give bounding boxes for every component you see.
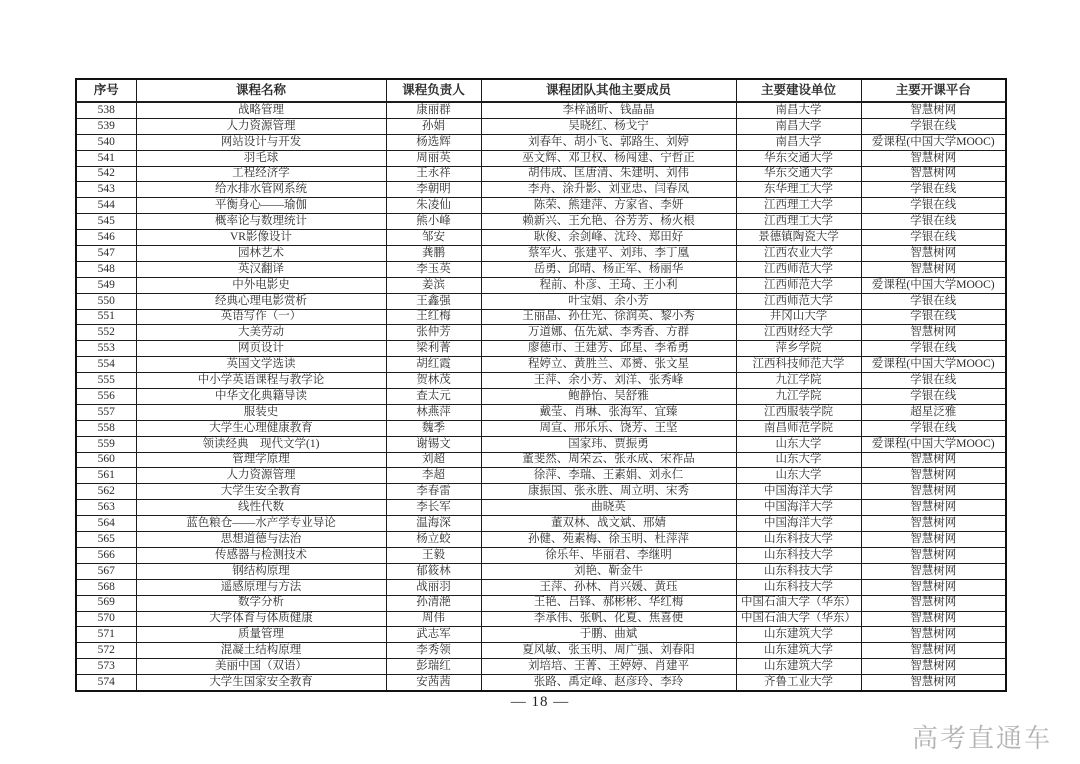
cell-team: 蔡军火、张建平、刘玮、李丁凰 <box>481 246 736 262</box>
cell-course-name: 英语写作（一） <box>136 309 386 325</box>
cell-leader: 温海深 <box>386 516 481 532</box>
cell-team: 赖新兴、王允艳、谷芳芳、杨火根 <box>481 214 736 230</box>
cell-platform: 智慧树网 <box>861 532 1006 548</box>
watermark: 高考直通车 <box>911 724 1052 753</box>
cell-platform: 爱课程(中国大学MOOC) <box>861 357 1006 373</box>
cell-leader: 杨选辉 <box>386 134 481 150</box>
cell-university: 萍乡学院 <box>736 341 861 357</box>
cell-index: 554 <box>76 357 136 373</box>
table-row <box>76 246 1006 262</box>
cell-index: 558 <box>76 420 136 436</box>
cell-university: 江西理工大学 <box>736 214 861 230</box>
header-leader: 课程负责人 <box>386 79 481 102</box>
table-row <box>76 484 1006 500</box>
cell-platform: 学银在线 <box>861 293 1006 309</box>
cell-index: 552 <box>76 325 136 341</box>
cell-university: 江西师范大学 <box>736 293 861 309</box>
table-row <box>76 595 1006 611</box>
cell-platform: 智慧树网 <box>861 563 1006 579</box>
cell-platform: 智慧树网 <box>861 261 1006 277</box>
cell-team: 周宣、邢乐乐、饶芳、王坚 <box>481 420 736 436</box>
cell-course-name: 大学生安全教育 <box>136 484 386 500</box>
cell-platform: 智慧树网 <box>861 246 1006 262</box>
cell-team: 李梓涵昕、钱晶晶 <box>481 102 736 118</box>
cell-team: 刘春年、胡小飞、郭路生、刘婷 <box>481 134 736 150</box>
cell-index: 566 <box>76 547 136 563</box>
cell-course-name: 大学生心理健康教育 <box>136 420 386 436</box>
cell-university: 中国海洋大学 <box>736 484 861 500</box>
cell-platform: 智慧树网 <box>861 452 1006 468</box>
cell-index: 559 <box>76 436 136 452</box>
cell-course-name: 数学分析 <box>136 595 386 611</box>
cell-leader: 李长军 <box>386 500 481 516</box>
cell-platform: 智慧树网 <box>861 102 1006 118</box>
cell-platform: 学银在线 <box>861 309 1006 325</box>
cell-index: 557 <box>76 404 136 420</box>
cell-platform: 智慧树网 <box>861 659 1006 675</box>
cell-index: 546 <box>76 230 136 246</box>
header-index: 序号 <box>76 79 136 102</box>
table-row <box>76 420 1006 436</box>
cell-team: 康振国、张永胜、周立明、宋秀 <box>481 484 736 500</box>
cell-index: 543 <box>76 182 136 198</box>
cell-index: 568 <box>76 579 136 595</box>
cell-index: 573 <box>76 659 136 675</box>
cell-university: 九江学院 <box>736 373 861 389</box>
table-row <box>76 325 1006 341</box>
table-row <box>76 134 1006 150</box>
cell-course-name: 平衡身心——瑜伽 <box>136 198 386 214</box>
cell-team: 夏风敏、张玉明、周广强、刘春阳 <box>481 643 736 659</box>
cell-leader: 李朝明 <box>386 182 481 198</box>
cell-course-name: 传感器与检测技术 <box>136 547 386 563</box>
cell-platform: 智慧树网 <box>861 579 1006 595</box>
cell-team: 万道娜、伍先斌、李秀香、方群 <box>481 325 736 341</box>
cell-team: 国家玮、贾振勇 <box>481 436 736 452</box>
table-row <box>76 214 1006 230</box>
table-header <box>76 79 1006 102</box>
cell-index: 567 <box>76 563 136 579</box>
cell-index: 574 <box>76 675 136 691</box>
cell-platform: 智慧树网 <box>861 484 1006 500</box>
cell-platform: 智慧树网 <box>861 468 1006 484</box>
cell-platform: 智慧树网 <box>861 547 1006 563</box>
cell-course-name: 混凝土结构原理 <box>136 643 386 659</box>
table-row <box>76 293 1006 309</box>
cell-course-name: 战略管理 <box>136 102 386 118</box>
cell-platform: 学银在线 <box>861 182 1006 198</box>
cell-university: 江西师范大学 <box>736 277 861 293</box>
cell-university: 南昌大学 <box>736 102 861 118</box>
cell-leader: 周伟 <box>386 611 481 627</box>
table-row <box>76 436 1006 452</box>
cell-leader: 李超 <box>386 468 481 484</box>
table-row <box>76 500 1006 516</box>
cell-course-name: 人力资源管理 <box>136 118 386 134</box>
cell-leader: 张仲芳 <box>386 325 481 341</box>
cell-university: 山东科技大学 <box>736 532 861 548</box>
cell-course-name: 质量管理 <box>136 627 386 643</box>
page-number: — 18 — <box>510 694 570 710</box>
cell-team: 巫文辉、邓卫权、杨闯建、宁哲正 <box>481 150 736 166</box>
cell-university: 江西科技师范大学 <box>736 357 861 373</box>
cell-leader: 谢锡文 <box>386 436 481 452</box>
cell-university: 中国石油大学（华东） <box>736 595 861 611</box>
cell-leader: 杨立蛟 <box>386 532 481 548</box>
cell-course-name: 园林艺术 <box>136 246 386 262</box>
table-row <box>76 166 1006 182</box>
cell-leader: 李秀领 <box>386 643 481 659</box>
table-body <box>76 102 1006 691</box>
cell-course-name: 概率论与数理统计 <box>136 214 386 230</box>
cell-leader: 胡红霞 <box>386 357 481 373</box>
cell-course-name: 钢结构原理 <box>136 563 386 579</box>
cell-team: 刘艳、靳金牛 <box>481 563 736 579</box>
cell-course-name: 英国文学选读 <box>136 357 386 373</box>
cell-course-name: 遥感原理与方法 <box>136 579 386 595</box>
cell-leader: 梁利菁 <box>386 341 481 357</box>
cell-course-name: 中外电影史 <box>136 277 386 293</box>
cell-course-name: VR影像设计 <box>136 230 386 246</box>
cell-team: 程前、朴彦、王琦、王小利 <box>481 277 736 293</box>
cell-platform: 超星泛雅 <box>861 404 1006 420</box>
header-university: 主要建设单位 <box>736 79 861 102</box>
cell-leader: 孙清滟 <box>386 595 481 611</box>
cell-platform: 智慧树网 <box>861 627 1006 643</box>
header-row <box>76 79 1006 102</box>
cell-leader: 查太元 <box>386 389 481 405</box>
table-row <box>76 611 1006 627</box>
table-row <box>76 341 1006 357</box>
cell-leader: 郁筱林 <box>386 563 481 579</box>
cell-university: 山东科技大学 <box>736 563 861 579</box>
cell-university: 南昌大学 <box>736 118 861 134</box>
table-row <box>76 118 1006 134</box>
cell-index: 550 <box>76 293 136 309</box>
table-row <box>76 404 1006 420</box>
cell-leader: 龚鹏 <box>386 246 481 262</box>
cell-team: 陈荣、熊建萍、方家省、李妍 <box>481 198 736 214</box>
cell-leader: 王鑫强 <box>386 293 481 309</box>
cell-leader: 彭瑞红 <box>386 659 481 675</box>
cell-platform: 学银在线 <box>861 198 1006 214</box>
cell-platform: 学银在线 <box>861 420 1006 436</box>
cell-platform: 智慧树网 <box>861 150 1006 166</box>
table-row <box>76 389 1006 405</box>
cell-leader: 王永祥 <box>386 166 481 182</box>
cell-team: 廖德市、王建芳、邱星、李希勇 <box>481 341 736 357</box>
table-row <box>76 373 1006 389</box>
cell-team: 王萍、孙林、肖兴媛、黄珏 <box>481 579 736 595</box>
table-row <box>76 516 1006 532</box>
cell-index: 548 <box>76 261 136 277</box>
cell-index: 569 <box>76 595 136 611</box>
table-row <box>76 357 1006 373</box>
cell-team: 岳勇、邱晴、杨正军、杨丽华 <box>481 261 736 277</box>
cell-index: 545 <box>76 214 136 230</box>
cell-team: 王萍、余小芳、刘洋、张秀峰 <box>481 373 736 389</box>
table-row <box>76 579 1006 595</box>
cell-platform: 爱课程(中国大学MOOC) <box>861 277 1006 293</box>
cell-platform: 智慧树网 <box>861 611 1006 627</box>
cell-university: 九江学院 <box>736 389 861 405</box>
table-row <box>76 198 1006 214</box>
cell-university: 东华理工大学 <box>736 182 861 198</box>
cell-leader: 周丽英 <box>386 150 481 166</box>
table-row <box>76 468 1006 484</box>
cell-team: 李舟、涂升影、刘亚忠、闫春凤 <box>481 182 736 198</box>
cell-team: 徐萍、李瑞、王素娟、刘永仁 <box>481 468 736 484</box>
cell-university: 江西服装学院 <box>736 404 861 420</box>
cell-university: 山东科技大学 <box>736 547 861 563</box>
cell-university: 山东大学 <box>736 436 861 452</box>
table-row <box>76 230 1006 246</box>
cell-course-name: 网站设计与开发 <box>136 134 386 150</box>
cell-index: 547 <box>76 246 136 262</box>
cell-course-name: 思想道德与法治 <box>136 532 386 548</box>
table-row <box>76 309 1006 325</box>
cell-leader: 朱凌仙 <box>386 198 481 214</box>
header-platform: 主要开课平台 <box>861 79 1006 102</box>
cell-university: 江西理工大学 <box>736 198 861 214</box>
cell-course-name: 网页设计 <box>136 341 386 357</box>
cell-leader: 贺林茂 <box>386 373 481 389</box>
cell-course-name: 大美劳动 <box>136 325 386 341</box>
cell-course-name: 蓝色粮仓——水产学专业导论 <box>136 516 386 532</box>
cell-university: 齐鲁工业大学 <box>736 675 861 691</box>
cell-university: 南昌大学 <box>736 134 861 150</box>
cell-index: 565 <box>76 532 136 548</box>
table-row <box>76 277 1006 293</box>
cell-university: 山东大学 <box>736 452 861 468</box>
cell-team: 李承伟、张帆、化夏、焦喜便 <box>481 611 736 627</box>
cell-platform: 智慧树网 <box>861 595 1006 611</box>
cell-university: 山东建筑大学 <box>736 627 861 643</box>
cell-index: 563 <box>76 500 136 516</box>
cell-platform: 学银在线 <box>861 341 1006 357</box>
cell-university: 井冈山大学 <box>736 309 861 325</box>
cell-index: 572 <box>76 643 136 659</box>
cell-index: 549 <box>76 277 136 293</box>
header-course-name: 课程名称 <box>136 79 386 102</box>
cell-team: 叶宝娟、余小芳 <box>481 293 736 309</box>
cell-index: 544 <box>76 198 136 214</box>
cell-team: 吴晓红、杨戈宁 <box>481 118 736 134</box>
cell-team: 胡伟成、匡唐清、朱建明、刘伟 <box>481 166 736 182</box>
cell-leader: 孙娟 <box>386 118 481 134</box>
cell-team: 曲晓英 <box>481 500 736 516</box>
cell-course-name: 人力资源管理 <box>136 468 386 484</box>
cell-team: 鲍静怡、吴舒雅 <box>481 389 736 405</box>
cell-team: 董斐然、周荣云、张永成、宋祚品 <box>481 452 736 468</box>
cell-leader: 邹安 <box>386 230 481 246</box>
cell-leader: 战丽羽 <box>386 579 481 595</box>
cell-index: 560 <box>76 452 136 468</box>
cell-course-name: 中华文化典籍导读 <box>136 389 386 405</box>
cell-platform: 学银在线 <box>861 389 1006 405</box>
cell-university: 山东大学 <box>736 468 861 484</box>
cell-university: 中国海洋大学 <box>736 500 861 516</box>
cell-course-name: 线性代数 <box>136 500 386 516</box>
table-row <box>76 659 1006 675</box>
cell-course-name: 大学生国家安全教育 <box>136 675 386 691</box>
cell-university: 江西师范大学 <box>736 261 861 277</box>
cell-leader: 林燕萍 <box>386 404 481 420</box>
cell-index: 541 <box>76 150 136 166</box>
cell-course-name: 羽毛球 <box>136 150 386 166</box>
table-row <box>76 627 1006 643</box>
table-row <box>76 547 1006 563</box>
table-row <box>76 643 1006 659</box>
cell-course-name: 经典心理电影赏析 <box>136 293 386 309</box>
cell-team: 徐乐年、毕丽君、李继明 <box>481 547 736 563</box>
cell-university: 山东建筑大学 <box>736 659 861 675</box>
cell-university: 华东交通大学 <box>736 150 861 166</box>
cell-index: 562 <box>76 484 136 500</box>
cell-team: 张路、禹定峰、赵彦玲、李玲 <box>481 675 736 691</box>
table-row <box>76 563 1006 579</box>
header-team: 课程团队其他主要成员 <box>481 79 736 102</box>
cell-course-name: 工程经济学 <box>136 166 386 182</box>
cell-course-name: 大学体育与体质健康 <box>136 611 386 627</box>
cell-university: 景德镇陶瓷大学 <box>736 230 861 246</box>
cell-platform: 学银在线 <box>861 118 1006 134</box>
cell-index: 571 <box>76 627 136 643</box>
cell-platform: 智慧树网 <box>861 166 1006 182</box>
cell-course-name: 英汉翻译 <box>136 261 386 277</box>
cell-index: 540 <box>76 134 136 150</box>
cell-university: 山东建筑大学 <box>736 643 861 659</box>
cell-course-name: 服装史 <box>136 404 386 420</box>
cell-platform: 学银在线 <box>861 214 1006 230</box>
cell-leader: 安茜茜 <box>386 675 481 691</box>
cell-platform: 爱课程(中国大学MOOC) <box>861 436 1006 452</box>
table-row <box>76 675 1006 691</box>
cell-index: 564 <box>76 516 136 532</box>
cell-university: 江西财经大学 <box>736 325 861 341</box>
table-row <box>76 261 1006 277</box>
cell-platform: 学银在线 <box>861 373 1006 389</box>
cell-index: 570 <box>76 611 136 627</box>
cell-leader: 李玉英 <box>386 261 481 277</box>
cell-leader: 李春雷 <box>386 484 481 500</box>
cell-platform: 爱课程(中国大学MOOC) <box>861 134 1006 150</box>
cell-platform: 学银在线 <box>861 230 1006 246</box>
cell-index: 555 <box>76 373 136 389</box>
cell-course-name: 美丽中国（双语） <box>136 659 386 675</box>
cell-university: 中国石油大学（华东） <box>736 611 861 627</box>
cell-team: 耿俊、余剑峰、沈玲、郑田好 <box>481 230 736 246</box>
cell-platform: 智慧树网 <box>861 325 1006 341</box>
table-row <box>76 182 1006 198</box>
cell-course-name: 管理学原理 <box>136 452 386 468</box>
table-row <box>76 532 1006 548</box>
cell-university: 南昌师范学院 <box>736 420 861 436</box>
cell-leader: 熊小峰 <box>386 214 481 230</box>
cell-platform: 智慧树网 <box>861 516 1006 532</box>
cell-team: 程婷立、黄胜兰、邓赟、张文星 <box>481 357 736 373</box>
cell-university: 中国海洋大学 <box>736 516 861 532</box>
course-table <box>75 78 1007 692</box>
cell-team: 王丽晶、孙仕光、徐润英、黎小秀 <box>481 309 736 325</box>
cell-team: 刘培培、王菁、王婷婷、肖建平 <box>481 659 736 675</box>
cell-university: 山东科技大学 <box>736 579 861 595</box>
cell-course-name: 领读经典 现代文学(1) <box>136 436 386 452</box>
table-row <box>76 102 1006 118</box>
cell-index: 539 <box>76 118 136 134</box>
cell-university: 华东交通大学 <box>736 166 861 182</box>
cell-index: 556 <box>76 389 136 405</box>
cell-team: 于鹏、曲斌 <box>481 627 736 643</box>
cell-team: 王艳、吕锋、郝彬彬、华红梅 <box>481 595 736 611</box>
cell-leader: 康丽群 <box>386 102 481 118</box>
cell-index: 551 <box>76 309 136 325</box>
cell-platform: 智慧树网 <box>861 643 1006 659</box>
cell-university: 江西农业大学 <box>736 246 861 262</box>
cell-index: 561 <box>76 468 136 484</box>
cell-leader: 魏季 <box>386 420 481 436</box>
table-row <box>76 452 1006 468</box>
cell-course-name: 中小学英语课程与教学论 <box>136 373 386 389</box>
cell-team: 董双林、战文斌、邢婧 <box>481 516 736 532</box>
cell-leader: 武志军 <box>386 627 481 643</box>
cell-platform: 智慧树网 <box>861 500 1006 516</box>
cell-index: 553 <box>76 341 136 357</box>
cell-leader: 王毅 <box>386 547 481 563</box>
cell-course-name: 给水排水管网系统 <box>136 182 386 198</box>
cell-leader: 王红梅 <box>386 309 481 325</box>
cell-platform: 智慧树网 <box>861 675 1006 691</box>
cell-team: 戴莹、肖琳、张海军、宜臻 <box>481 404 736 420</box>
cell-index: 542 <box>76 166 136 182</box>
cell-leader: 刘超 <box>386 452 481 468</box>
table-row <box>76 150 1006 166</box>
cell-index: 538 <box>76 102 136 118</box>
cell-team: 孙健、苑素梅、徐玉明、杜萍萍 <box>481 532 736 548</box>
cell-leader: 姜滨 <box>386 277 481 293</box>
